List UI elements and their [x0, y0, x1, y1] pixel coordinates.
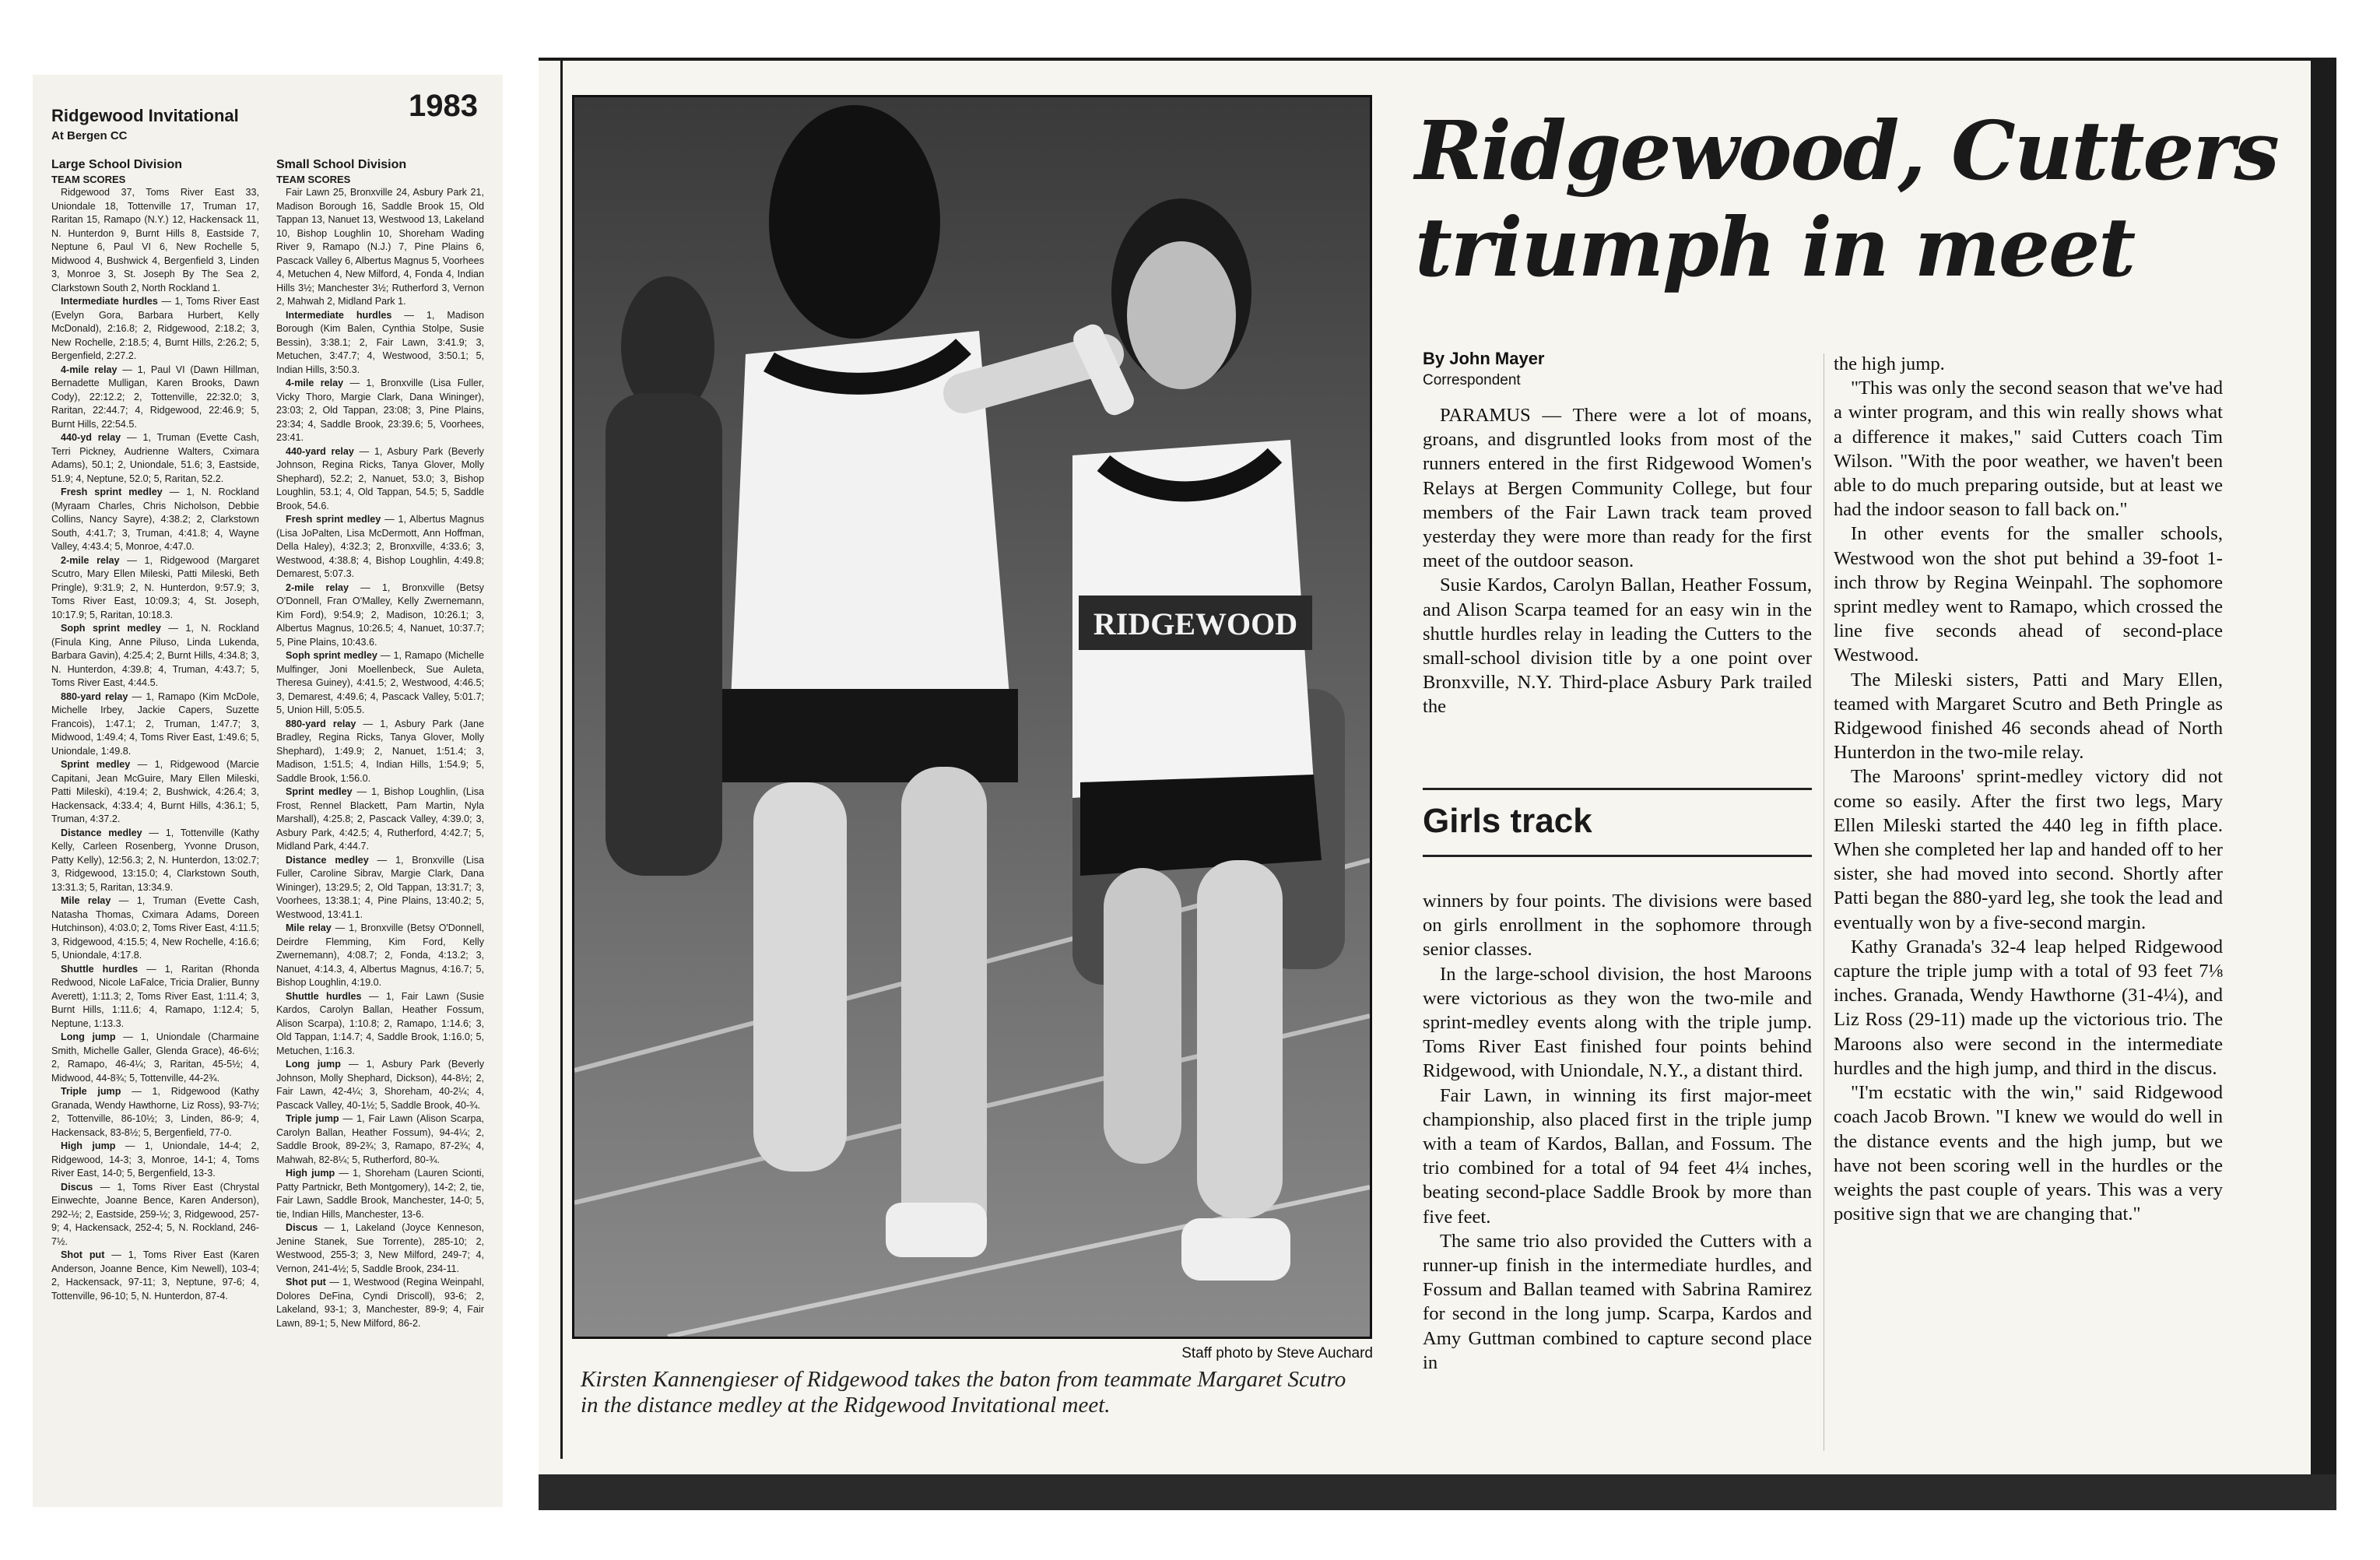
results-title: Ridgewood Invitational	[51, 106, 239, 125]
event-results: — 1, Bronxville (Betsy O'Donnell, Fran O'Malley, Kelly Zwernemann, Kim Ford), 9:54.9; 2, Madison, 10:26.1; 3, Albertus Magnus, 10:26.5; 4, Nanuet, 10:37.7; 5, Pine Plains, 10:43.6.	[276, 581, 484, 648]
event-name: Soph sprint medley	[61, 623, 161, 634]
event-results: — 1, Westwood (Regina Weinpahl, Dolores DeFina, Cyndi Driscoll), 93-6; 2, Lakeland, 93-1; 3, Manchester, 89-9; 4, Fair Lawn, 89-1; 5, New Milford, 86-2.	[276, 1277, 484, 1329]
result-entry	[276, 854, 484, 922]
result-entry	[51, 758, 259, 827]
article-paragraph: Susie Kardos, Carolyn Ballan, Heather Fossum, and Alison Scarpa teamed for an easy win in the shuttle hurdles relay in leading the Cutters to the small-school division title by a one point over Bronxville, N.Y. Third-place Asbury Park trailed the	[1423, 574, 1812, 718]
event-results: — 1, Ramapo (Michelle Mulfinger, Joni Moellenbeck, Sue Auleta, Theresa Guiney), 4:41.5; 2, Westwood, 4:46.5; 3, Demarest, 4:49.6; 4, Pascack Valley, 5:01.7; 5, Union Hill, 5:05.5.	[276, 650, 484, 715]
large-team-scores-heading: TEAM SCORES	[51, 174, 126, 185]
event-name: 880-yard relay	[286, 718, 356, 729]
event-name: Triple jump	[61, 1086, 121, 1097]
small-team-scores-heading: TEAM SCORES	[276, 174, 351, 185]
large-school-results	[51, 157, 259, 1330]
event-results: Fair Lawn 25, Bronxville 24, Asbury Park 21, Madison Borough 16, Saddle Brook 15, Old Tappan 13, Nanuet 13, Westwood 13, Lakeland 10, Bishop Loughlin 10, Shoreham Wading River 9, Ramapo (N.J.) 7, Pine Plains 6, Pascack Valley 6, Albertus Magnus 5, Voorhees 4, Metuchen 4, New Milford, 4, Fonda 4, Indian Hills 3½; Manchester 3½; Rutherford 3, Vernon 2, Mahwah 2, Midland Park 1.	[276, 187, 484, 307]
result-entry	[51, 894, 259, 963]
section-label: Girls track	[1423, 802, 1592, 840]
event-results: — 1, Lakeland (Joyce Kenneson, Jenine Stanek, Sue Torrente), 285-10; 2, Westwood, 255-3; 3, New Milford, 249-7; 4, Vernon, 241-4½; 5, Saddle Brook, 234-11.	[276, 1222, 484, 1274]
article-paragraph: PARAMUS — There were a lot of moans, groans, and disgruntled looks from most of the runners entered in the first Ridgewood Women's Relays at Bergen Community College, but four members of the Fair Lawn track team proved yesterday they were more than ready for the first meet of the outdoor season.	[1423, 405, 1812, 572]
result-entry	[276, 581, 484, 650]
event-results: — 1, Uniondale, 14-4; 2, Ridgewood, 14-3; 3, Monroe, 14-1; 4, Toms River East, 14-0; 5, Bergenfield, 13-3.	[51, 1140, 260, 1179]
article-paragraph: Fair Lawn, in winning its first major-meet championship, also placed first in the triple jump with a team of Kardos, Ballan, and Fossum. The trio combined for a total of 94 feet 4¼ inches, beating second-place Saddle Brook by more than five feet.	[1423, 1084, 1812, 1228]
photo-credit: Staff photo by Steve Auchard	[1181, 1345, 1373, 1361]
event-name: 4-mile relay	[61, 364, 118, 375]
result-entry	[51, 486, 259, 554]
result-entry	[276, 922, 484, 990]
article-column-2	[1834, 352, 2223, 1226]
event-results: — 1, Ridgewood (Kathy Granada, Wendy Hawthorne, Liz Ross), 93-7½; 2, Tottenville, 86-10½; 3, Linden, 86-9; 4, Hackensack, 83-8½; 5, Bergenfield, 77-0.	[51, 1086, 259, 1138]
result-entry	[51, 690, 259, 759]
top-rule	[539, 58, 2336, 61]
event-name: Intermediate hurdles	[286, 309, 392, 321]
event-results: — 1, Bronxville (Lisa Fuller, Caroline Sibrav, Margie Clark, Dana Wininger), 13:29.5; 2, Old Tappan, 13:31.7; 3, Voorhees, 13:38.1; 4, Pine Plains, 13:40.2; 5, Westwood, 13:41.1.	[276, 854, 485, 920]
section-rule-top	[1423, 788, 1812, 790]
event-name: Discus	[61, 1181, 93, 1193]
result-entry	[51, 1085, 259, 1140]
result-entry	[276, 445, 484, 514]
event-name: Discus	[286, 1222, 318, 1233]
event-name: Mile relay	[286, 922, 332, 933]
event-name: Sprint medley	[61, 759, 131, 770]
event-name: Distance medley	[61, 827, 142, 838]
byline: By John Mayer	[1423, 349, 1545, 368]
event-name: Long jump	[61, 1031, 116, 1042]
article-paragraph: In other events for the smaller schools, Westwood won the shot put behind a 39-foot 1-inch throw by Regina Weinpahl. The sophomore sprint medley went to Ramapo, which crossed the line five seconds ahead of second-place Westwood.	[1834, 523, 2223, 666]
event-results: — 1, Asbury Park (Jane Bradley, Regina Ricks, Tanya Glover, Molly Shephard), 1:49.9; 2, Nanuet, 1:51.4; 3, Madison, 1:51.5; 4, Indian Hills, 1:54.9; 5, Saddle Brook, 1:56.0.	[276, 718, 484, 784]
result-entry	[51, 554, 259, 623]
small-school-results	[276, 157, 484, 1330]
article-paragraph: The same trio also provided the Cutters with a runner-up finish in the intermediate hurdles, and Fossum and Ballan teamed with Sabrina Ramirez for second in the long jump. Scarpa, Kardos and Amy Guttman combined to capture second place in	[1423, 1230, 1812, 1373]
news-photo	[572, 95, 1372, 1339]
article-paragraph: Kathy Granada's 32-4 leap helped Ridgewood capture the triple jump with a total of 93 feet 7⅛ inches. Granada, Wendy Hawthorne (31-4¼), and Liz Ross (29-11) made up the victorious trio. The Maroons also were second in the intermediate hurdles and the high jump, and third in the discus.	[1834, 936, 2223, 1079]
event-results: — 1, Ramapo (Kim McDole, Michelle Irbey, Jackie Capers, Suzette Francois), 1:47.1; 2, Truman, 1:47.7; 3, Midwood, 1:49.4; 4, Toms River East, 1:49.6; 5, Uniondale, 1:49.8.	[51, 690, 259, 757]
large-results-list	[51, 186, 259, 1303]
event-results: — 1, Bronxville (Betsy O'Donnell, Deirdre Flemming, Kim Ford, Kelly Zwernemann), 4:08.7; 2, Fonda, 4:13.2; 3, Nanuet, 4:14.3, 4, Albertus Magnus, 4:16.7; 5, Bishop Loughlin, 4:19.0.	[276, 922, 484, 988]
results-column	[33, 75, 503, 1507]
jersey-lettering: RIDGEWOOD	[1093, 606, 1298, 641]
headline-line-1: Ridgewood, Cutters	[1415, 103, 2278, 199]
section-rule-bottom	[1423, 855, 1812, 857]
results-year: 1983	[409, 89, 478, 123]
result-entry	[51, 186, 259, 295]
result-entry	[276, 1276, 484, 1330]
results-venue: At Bergen CC	[51, 129, 128, 142]
result-entry	[276, 186, 484, 309]
result-entry	[51, 1140, 259, 1181]
event-name: 440-yard relay	[286, 445, 354, 457]
event-name: 2-mile relay	[61, 554, 120, 566]
event-name: Shot put	[61, 1249, 105, 1260]
event-results: — 1, N. Rockland (Myraam Charles, Chris Nicholson, Debbie Collins, Nancy Sayre), 4:38.2; 2, Clarkstown South, 4:41.7; 3, Truman, 4:41.8; 4, Wayne Valley, 4:43.4; 5, Monroe, 4:47.0.	[51, 487, 259, 552]
event-results: — 1, Raritan (Rhonda Redwood, Nicole LaFalce, Tricia Dralier, Bunny Averett), 1:11.3; 2, Toms River East, 1:11.4; 3, Burnt Hills, 1:11.6; 4, Ramapo, 1:12.4; 5, Neptune, 1:13.3.	[51, 963, 260, 1029]
event-name: Soph sprint medley	[286, 650, 377, 661]
result-entry	[51, 622, 259, 690]
event-results: — 1, Paul VI (Dawn Hillman, Bernadette Mulligan, Karen Brooks, Dawn Cody), 22:12.2; 2, Tottenville, 22:32.0; 3, Raritan, 22:44.7; 4, Ridgewood, 22:46.9; 5, Burnt Hills, 22:54.5.	[51, 364, 259, 430]
event-results: — 1, Madison Borough (Kim Balen, Cynthia Stolpe, Susie Bessin), 3:38.1; 2, Fair Lawn, 3:41.9; 3, Metuchen, 3:47.7; 4, Westwood, 3:50.1; 5, Indian Hills, 3:50.3.	[276, 309, 484, 375]
result-entry	[276, 377, 484, 445]
event-results: — 1, Ridgewood (Marcie Capitani, Jean McGuire, Mary Ellen Mileski, Patti Mileski), 4:19.4; 2, Bushwick, 4:26.4; 3, Hackensack, 4:33.4; 4, Burnt Hills, 4:36.1; 5, Truman, 4:37.2.	[51, 759, 260, 824]
results-header	[51, 84, 484, 157]
result-entry	[276, 1058, 484, 1112]
event-name: 440-yd relay	[61, 432, 121, 443]
result-entry	[51, 1249, 259, 1303]
event-name: Fresh sprint medley	[286, 514, 381, 525]
result-entry	[276, 785, 484, 854]
event-name: High jump	[286, 1168, 335, 1179]
result-entry	[51, 963, 259, 1031]
event-results: — 1, Asbury Park (Beverly Johnson, Regina Ricks, Tanya Glover, Molly Shephard), 52.2; 2, Nanuet, 53.0; 3, Bishop Loughlin, 53.1; 4, Old Tappan, 54.5; 5, Saddle Brook, 54.6.	[276, 445, 484, 511]
bottom-edge-band	[539, 1474, 2336, 1510]
event-results: — 1, Toms River East (Karen Anderson, Joanne Bence, Kim Newell), 103-4; 2, Hackensack, 97-11; 3, Neptune, 97-6; 4, Tottenville, 96-10; 5, N. Hunterdon, 87-4.	[51, 1249, 259, 1302]
event-results: — 1, Truman (Evette Cash, Natasha Thomas, Cximara Adams, Doreen Hutchinson), 4:03.0; 2, Toms River East, 4:11.5; 3, Ridgewood, 4:15.5; 4, New Rochelle, 4:16.6; 5, Uniondale, 4:17.8.	[51, 895, 259, 961]
article-paragraph: The Maroons' sprint-medley victory did not come so easily. After the first two legs, Mary Ellen Mileski started the 440 leg in fifth place. When she completed her lap and handed off to her sister, she had moved into second. Shortly after Patti began the 880-yard leg, she took the lead and eventually won by a five-second margin.	[1834, 766, 2223, 933]
event-results: — 1, Fair Lawn (Susie Kardos, Carolyn Ballan, Heather Fossum, Alison Scarpa), 1:10.8; 2, Ramapo, 1:14.6; 3, Old Tappan, 1:14.7; 4, Saddle Brook, 1:16.0; 5, Metuchen, 1:16.3.	[276, 990, 484, 1056]
result-entry	[276, 649, 484, 718]
event-name: High jump	[61, 1140, 116, 1151]
event-name: Long jump	[286, 1059, 341, 1070]
event-results: — 1, Asbury Park (Beverly Johnson, Molly Shephard, Dickson), 44-8½; 2, Fair Lawn, 42-4¼; 3, Shoreham, 40-2¼; 4, Pascack Valley, 40-1½; 5, Saddle Brook, 40-¾.	[276, 1059, 484, 1111]
event-results: — 1, Shoreham (Lauren Scionti, Patty Partnickr, Beth Montgomery), 14-2; 2, tie, Fair Lawn, Saddle Brook, Manchester, 14-0; 5, tie, Indian Hills, Manchester, 13-6.	[276, 1168, 484, 1220]
event-results: — 1, N. Rockland (Finula King, Anne Piluso, Linda Lukenda, Barbara Gavin), 4:25.4; 2, Burnt Hills, 4:34.8; 3, N. Hunterdon, 4:39.8; 4, Truman, 4:43.7; 5, Toms River East, 4:44.5.	[51, 623, 259, 688]
article-paragraph: "This was only the second season that we've had a winter program, and this win really shows what a difference it makes," said Cutters coach Tim Wilson. "With the poor weather, we haven't been able to do much preparing outside, but at least we had the indoor season to fall back on."	[1834, 378, 2223, 521]
event-name: Intermediate hurdles	[61, 296, 158, 307]
result-entry	[276, 718, 484, 786]
result-entry	[276, 513, 484, 581]
runners-photo-illustration	[574, 97, 1370, 1337]
event-results: — 1, Uniondale (Charmaine Smith, Michelle Galler, Glenda Grace), 46-6½; 2, Ramapo, 46-4¼; 3, Raritan, 45-5½; 4, Midwood, 44-8¾; 5, Tottenville, 44-2¾.	[51, 1031, 259, 1084]
result-entry	[276, 1167, 484, 1221]
result-entry	[276, 990, 484, 1059]
event-results: — 1, Toms River East (Evelyn Gora, Barbara Hurbert, Kelly McDonald), 2:16.8; 2, Ridgewood, 2:18.2; 3, New Rochelle, 2:18.5; 4, Burnt Hills, 2:26.2; 5, Bergenfield, 2:27.2.	[51, 296, 259, 361]
result-entry	[51, 295, 259, 364]
result-entry	[51, 1181, 259, 1249]
event-name: 880-yard relay	[61, 690, 128, 702]
event-name: Shuttle hurdles	[61, 963, 139, 975]
event-results: — 1, Truman (Evette Cash, Terri Pickney, Audrienne Walters, Cximara Adams), 50.1; 2, Uniondale, 51.6; 3, Eastside, 51.9; 4, Neptune, 52.0; 5, Raritan, 52.2.	[51, 432, 259, 484]
article-column-1-top	[1423, 403, 1812, 719]
result-entry	[51, 827, 259, 895]
event-name: Sprint medley	[286, 786, 353, 797]
article-paragraph: The Mileski sisters, Patti and Mary Ellen, teamed with Margaret Scutro and Beth Pringle as Ridgewood finished 46 seconds ahead of North Hunterdon in the two-mile relay.	[1834, 669, 2223, 764]
event-results: — 1, Bishop Loughlin, (Lisa Frost, Rennel Blackett, Pam Martin, Nyla Marshall), 4:25.8; 2, Pascack Valley, 4:39.0; 3, Asbury Park, 4:42.5; 4, Rutherford, 4:42.7; 5, Midland Park, 4:44.7.	[276, 786, 485, 852]
event-results: — 1, Bronxville (Lisa Fuller, Vicky Thoro, Margie Clark, Dana Wininger), 23:03; 2, Old Tappan, 23:08; 3, Pine Plains, 23:34; 4, Saddle Brook, 23:39.6; 5, Voorhees, 23:41.	[276, 378, 485, 443]
right-edge-band	[2311, 58, 2336, 1510]
article-column-1-bottom	[1423, 889, 1812, 1375]
headline-line-2: triumph in meet	[1415, 199, 2135, 295]
result-entry	[51, 431, 259, 486]
small-results-list	[276, 186, 484, 1330]
result-entry	[51, 364, 259, 432]
event-name: Distance medley	[286, 854, 369, 866]
article-paragraph: winners by four points. The divisions were based on girls enrollment in the sophomore through senior classes.	[1423, 891, 1812, 961]
large-division-heading: Large School Division	[51, 158, 183, 171]
headline	[1415, 103, 2302, 296]
event-results: Ridgewood 37, Toms River East 33, Uniondale 18, Tottenville 17, Truman 17, Raritan 15, Ramapo (N.Y.) 12, Hackensack 11, N. Hunterdon 9, Burnt Hills 8, Eastside 7, Neptune 6, Paul VI 6, New Rochelle 5, Midwood 4, Bushwick 4, Bergenfield 3, Linden 3, Monroe 3, St. Joseph By The Sea 2, Clarkstown South 2, North Rockland 1.	[51, 187, 259, 293]
result-entry	[276, 1221, 484, 1276]
small-division-heading: Small School Division	[276, 158, 407, 171]
byline-role: Correspondent	[1423, 372, 1521, 388]
result-entry	[51, 1031, 259, 1085]
result-entry	[276, 1112, 484, 1167]
event-name: Mile relay	[61, 895, 111, 906]
event-name: 2-mile relay	[286, 581, 349, 593]
event-name: 4-mile relay	[286, 378, 344, 388]
result-entry	[276, 309, 484, 378]
photo-caption: Kirsten Kannengieser of Ridgewood takes the baton from teammate Margaret Scutro in the distance medley at the Ridgewood Invitational meet.	[581, 1367, 1346, 1418]
event-name: Fresh sprint medley	[61, 487, 163, 497]
event-results: — 1, Tottenville (Kathy Kelly, Carleen Rosenberg, Yvonne Druson, Patty Kelly), 12:56.3; 2, N. Hunterdon, 13:02.7; 3, Ridgewood, 13:15.0; 4, Clarkstown South, 13:31.3; 5, Raritan, 13:34.9.	[51, 827, 259, 893]
event-name: Shuttle hurdles	[286, 990, 362, 1002]
event-results: — 1, Toms River East (Chrystal Einwechte, Joanne Bence, Karen Anderson), 292-½; 2, Eastside, 259-½; 3, Ridgewood, 257-9; 4, Hackensack, 252-4; 5, N. Rockland, 246-7½.	[51, 1181, 259, 1247]
event-results: — 1, Ridgewood (Margaret Scutro, Mary Ellen Mileski, Patti Mileski, Beth Pringle), 9:31.9; 2, N. Hunterdon, 9:57.9; 3, Toms River East, 10:09.3; 4, St. Joseph, 10:17.9; 5, Raritan, 10:18.3.	[51, 554, 259, 620]
article-paragraph: In the large-school division, the host Maroons were victorious as they won the two-mile and sprint-medley events along with the triple jump. Toms River East finished four points behind Ridgewood, with Uniondale, N.Y., a distant third.	[1423, 963, 1812, 1082]
article-paragraph: the high jump.	[1834, 353, 1945, 374]
results-columns	[51, 157, 484, 1330]
event-name: Triple jump	[286, 1113, 339, 1124]
event-name: Shot put	[286, 1277, 326, 1288]
left-rule	[560, 58, 563, 1459]
event-results: — 1, Albertus Magnus (Lisa JoPalten, Lisa McDermott, Ann Hoffman, Della Haley), 4:32.3; 2, Bronxville, 4:33.6; 3, Westwood, 4:38.8; 4, Bishop Loughlin, 4:49.8; Demarest, 5:07.3.	[276, 514, 484, 579]
article-clipping	[539, 58, 2336, 1510]
event-results: — 1, Fair Lawn (Alison Scarpa, Carolyn Ballan, Heather Fossum), 94-4¼; 2, Saddle Brook, 89-2¾; 3, Ramapo, 87-2¾; 4, Mahwah, 82-8¼; 5, Rutherford, 80-¾.	[276, 1113, 484, 1165]
article-paragraph: "I'm ecstatic with the win," said Ridgewood coach Jacob Brown. "I knew we would do well in the distance events and the high jump, but we have not been scoring well in the hurdles or the weights the past couple of years. This was a very positive sign that we are changing that."	[1834, 1082, 2223, 1225]
